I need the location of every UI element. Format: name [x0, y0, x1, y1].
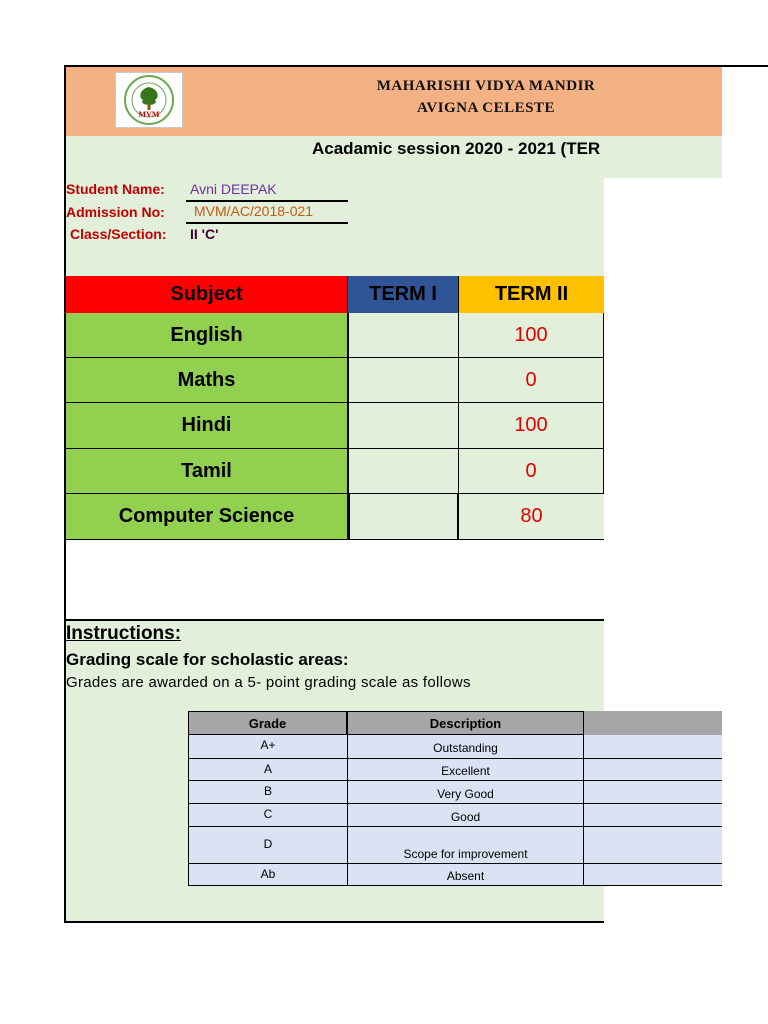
extra-cell	[584, 781, 722, 804]
session-title: Acadamic session 2020 - 2021 (TER	[312, 139, 601, 158]
term1-tamil	[347, 449, 458, 494]
sheet-border-bottom	[64, 921, 604, 923]
term1-english	[347, 313, 458, 358]
sheet-border-top	[64, 65, 768, 67]
cell-text: C	[263, 807, 273, 821]
term1-computer-science	[347, 494, 458, 539]
term2-computer-science: 80	[458, 494, 604, 539]
description-cell	[347, 864, 584, 886]
description-cell	[347, 781, 584, 804]
cell-text: Ab	[260, 867, 276, 881]
term1-header: TERM I	[347, 276, 458, 313]
extra-cell	[584, 864, 722, 886]
student-name-label: Student Name:	[66, 181, 165, 197]
subject-computer-science: Computer Science	[66, 494, 347, 539]
term2-header: TERM II	[458, 276, 604, 313]
class-label: Class/Section:	[70, 226, 167, 242]
extra-cell	[584, 804, 722, 827]
grading-scale-text: Grades are awarded on a 5- point grading scale as follows	[66, 674, 471, 691]
school-name: MAHARISHI VIDYA MANDIR	[376, 78, 596, 94]
extra-cell	[584, 827, 722, 864]
school-branch: AVIGNA CELESTE	[416, 100, 556, 116]
student-name-value: Avni DEEPAK	[190, 181, 277, 197]
admission-label: Admission No:	[66, 204, 165, 220]
cell-text: Scope for improvement	[403, 847, 528, 861]
cell-text: A+	[260, 738, 276, 752]
sheet-border-left	[64, 65, 66, 923]
cell-text: A	[263, 762, 272, 776]
term2-english: 100	[458, 313, 604, 358]
cell-text: Outstanding	[433, 741, 498, 755]
cell-text: Excellent	[441, 764, 490, 778]
grade-cell	[188, 864, 347, 886]
name-underline	[186, 200, 348, 202]
grade-header: Grade	[188, 711, 347, 735]
extra-cell	[584, 759, 722, 781]
description-cell	[347, 735, 584, 759]
logo-text: MVM	[138, 110, 160, 119]
grade-cell	[188, 804, 347, 827]
extra-header	[584, 711, 722, 735]
table-bottom-rule	[66, 539, 604, 540]
term2-maths: 0	[458, 358, 604, 403]
subject-tamil: Tamil	[66, 449, 347, 494]
admission-value: MVM/AC/2018-021	[194, 203, 314, 219]
subject-english: English	[66, 313, 347, 358]
subject-maths: Maths	[66, 358, 347, 403]
grading-scale-title: Grading scale for scholastic areas:	[66, 650, 349, 669]
description-cell	[347, 759, 584, 781]
instructions-title: Instructions:	[66, 623, 182, 644]
cell-text: Absent	[446, 869, 485, 883]
grade-cell	[188, 759, 347, 781]
school-logo	[115, 72, 183, 128]
cell-text: Good	[450, 810, 481, 824]
term2-tamil: 0	[458, 449, 604, 494]
description-cell	[347, 804, 584, 827]
description-header: Description	[347, 711, 584, 735]
cell-text: B	[263, 784, 272, 798]
cell-text: Very Good	[437, 787, 494, 801]
cell-text: D	[263, 837, 273, 851]
grade-cell	[188, 781, 347, 804]
grade-cell	[188, 827, 347, 864]
subject-hindi: Hindi	[66, 403, 347, 449]
class-value: II 'C'	[190, 226, 219, 242]
admission-underline	[186, 222, 348, 224]
term1-maths	[347, 358, 458, 403]
subject-header: Subject	[66, 276, 347, 313]
extra-cell	[584, 735, 722, 759]
description-cell	[347, 827, 584, 864]
grade-cell	[188, 735, 347, 759]
term2-hindi: 100	[458, 403, 604, 449]
instructions-top-rule	[66, 619, 604, 621]
term1-hindi	[347, 403, 458, 449]
